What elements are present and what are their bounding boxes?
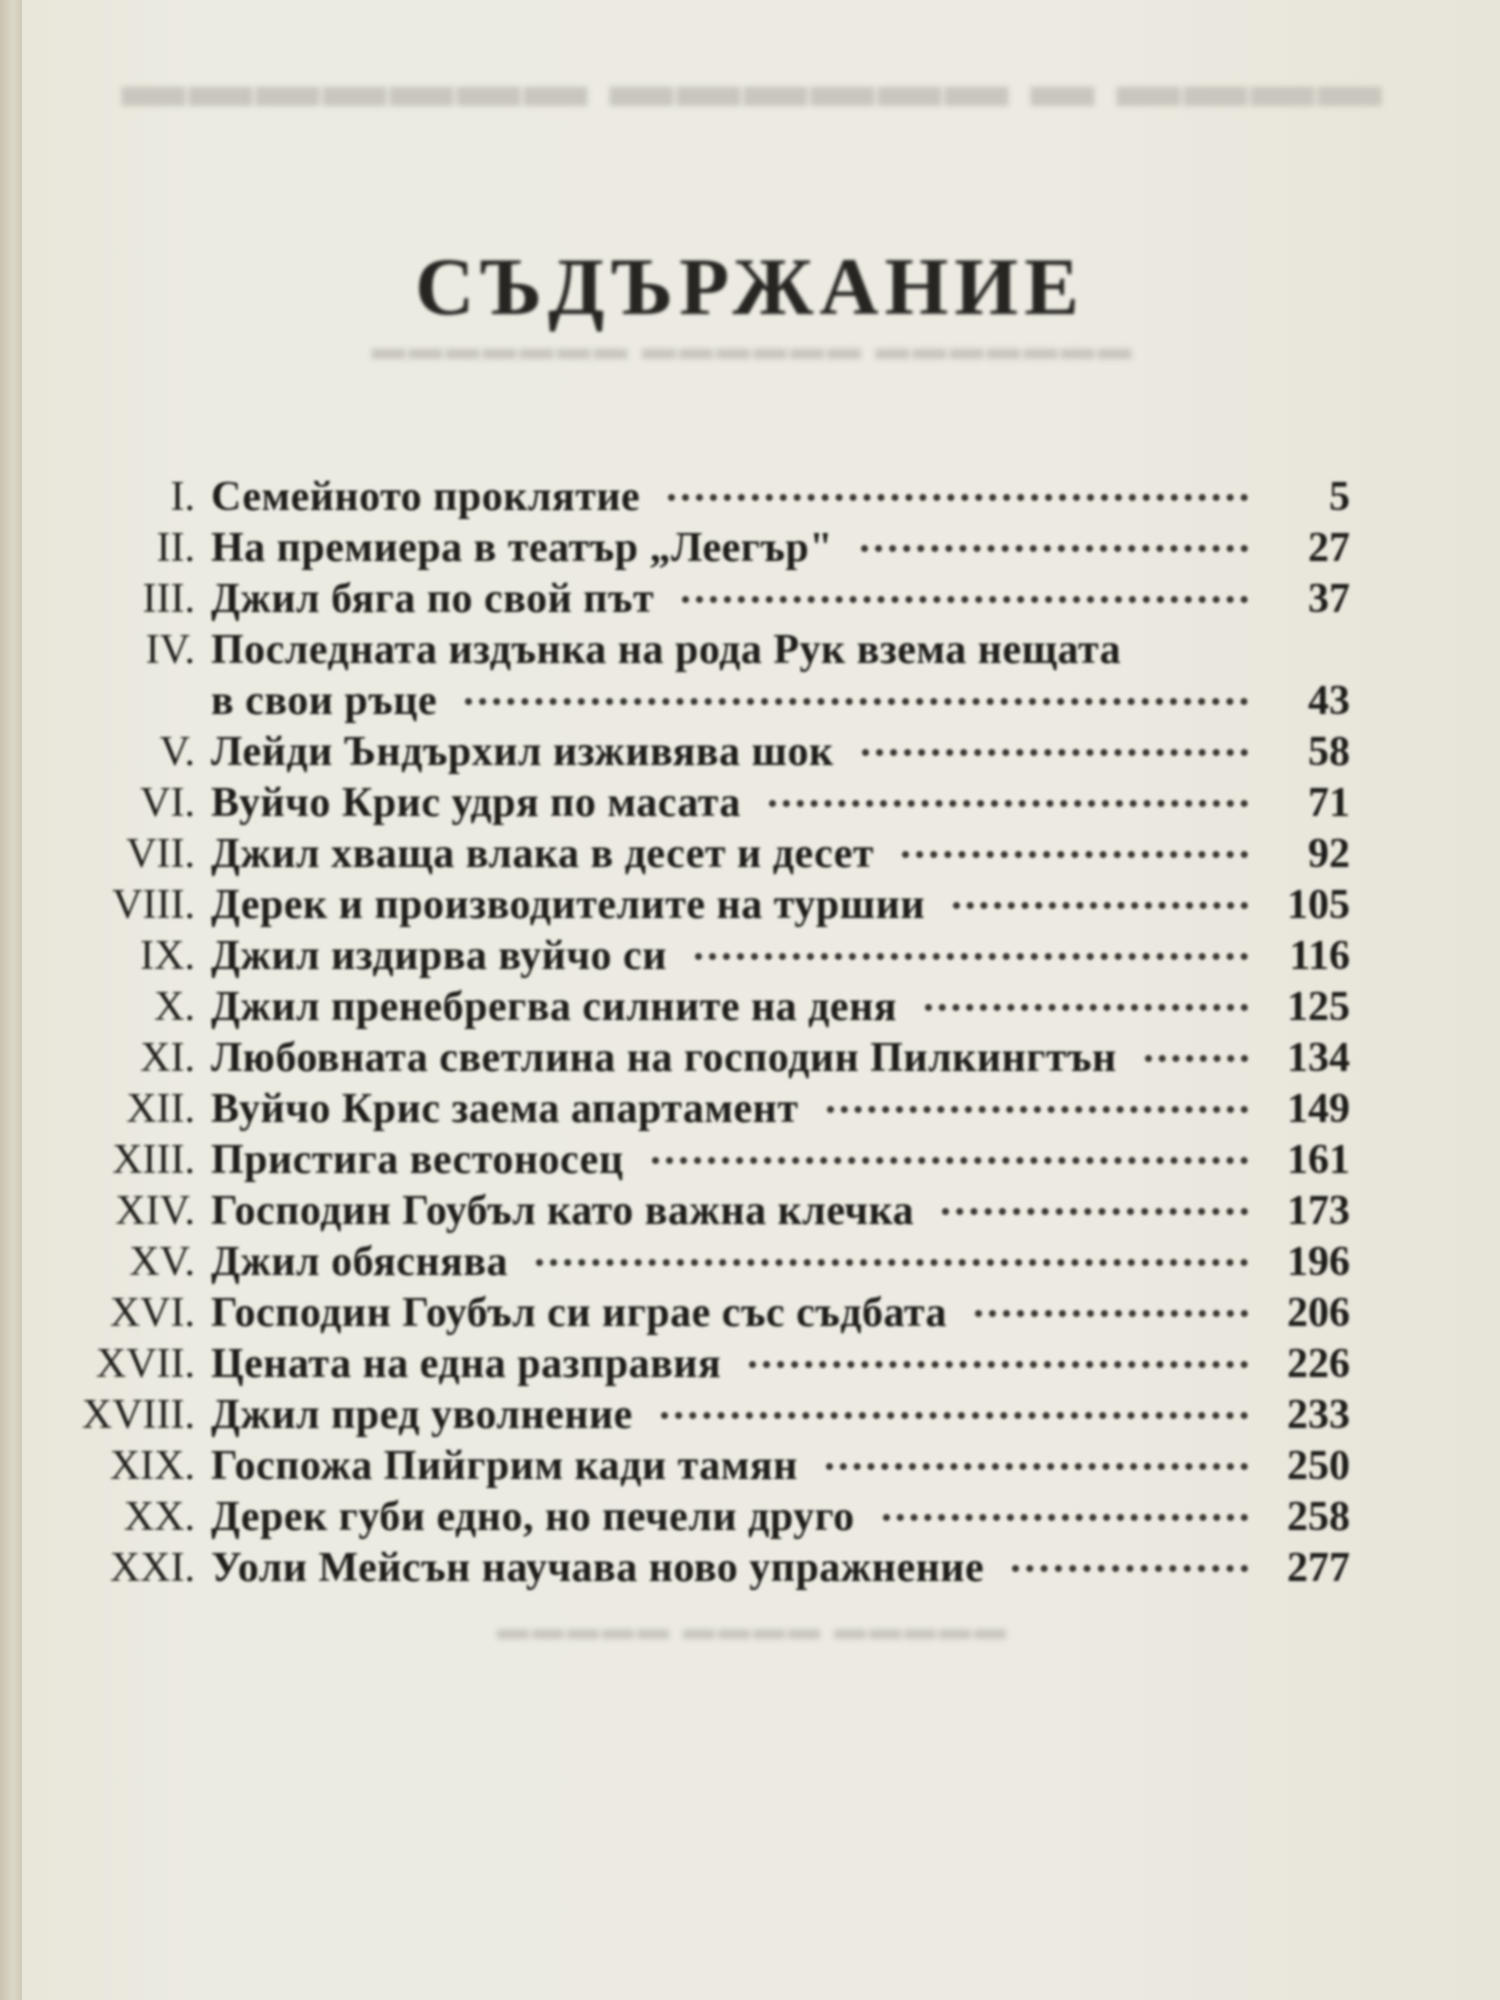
page-number: 27 xyxy=(1308,525,1350,571)
table-of-contents xyxy=(60,472,1350,1594)
dot-leader xyxy=(769,800,1248,807)
dot-leader xyxy=(1012,1565,1248,1572)
chapter-number: XVIII. xyxy=(81,1392,195,1438)
chapter-title: Джил пред уволнение xyxy=(211,1392,633,1438)
chapter-number: I. xyxy=(170,474,195,520)
page-number: 226 xyxy=(1287,1341,1350,1387)
page-number: 173 xyxy=(1287,1188,1350,1234)
bleed-through-text: ▬▬▬▬▬ ▬▬▬▬ ▬▬▬▬▬ xyxy=(494,1610,1006,1646)
chapter-title: Лейди Ъндърхил изживява шок xyxy=(211,729,834,775)
chapter-number: IX. xyxy=(140,933,195,979)
chapter-number: XVI. xyxy=(109,1290,195,1336)
dot-leader xyxy=(826,1463,1248,1470)
toc-entry xyxy=(60,1237,1350,1288)
dot-leader xyxy=(953,902,1248,909)
toc-entry xyxy=(60,727,1350,778)
dot-leader xyxy=(682,596,1248,603)
page-number: 149 xyxy=(1287,1086,1350,1132)
page-number: 37 xyxy=(1308,576,1350,622)
chapter-title: Любовната светлина на господин Пилкингтън xyxy=(211,1035,1117,1081)
page-number: 250 xyxy=(1287,1443,1350,1489)
chapter-title: Вуйчо Крис заема апартамент xyxy=(211,1086,799,1132)
page-number: 58 xyxy=(1308,729,1350,775)
toc-entry xyxy=(60,1543,1350,1594)
page-number: 92 xyxy=(1308,831,1350,877)
chapter-number: XXI. xyxy=(109,1545,195,1591)
chapter-title: Джил хваща влака в десет и десет xyxy=(211,831,875,877)
page-number: 161 xyxy=(1287,1137,1350,1183)
dot-leader xyxy=(883,1514,1248,1521)
chapter-title: Уоли Мейсън научава ново упражнение xyxy=(211,1545,985,1591)
chapter-number: XI. xyxy=(140,1035,195,1081)
page-number: 116 xyxy=(1289,933,1350,979)
toc-entry xyxy=(60,1390,1350,1441)
chapter-number: XVII. xyxy=(95,1341,195,1387)
toc-entry xyxy=(60,1186,1350,1237)
dot-leader xyxy=(861,545,1248,552)
page-number: 277 xyxy=(1287,1545,1350,1591)
chapter-number: VI. xyxy=(140,780,195,826)
dot-leader xyxy=(749,1361,1248,1368)
chapter-number: IV. xyxy=(145,627,195,673)
chapter-number: II. xyxy=(156,525,195,571)
dot-leader xyxy=(827,1106,1248,1113)
chapter-number: III. xyxy=(142,576,195,622)
toc-entry-continuation xyxy=(60,676,1350,727)
chapter-number: XX. xyxy=(123,1494,195,1540)
toc-entry xyxy=(60,1339,1350,1390)
dot-leader xyxy=(652,1157,1248,1164)
toc-entry xyxy=(60,1441,1350,1492)
chapter-title: Вуйчо Крис удря по масата xyxy=(211,780,741,826)
toc-entry xyxy=(60,1288,1350,1339)
bleed-through-text: ▬▬▬▬ ▬ ▬▬▬▬▬▬ ▬▬▬▬▬▬▬ xyxy=(118,49,1382,120)
chapter-number: VIII. xyxy=(112,882,195,928)
chapter-title: Семейното проклятие xyxy=(211,474,641,520)
page-number: 134 xyxy=(1287,1035,1350,1081)
toc-entry xyxy=(60,1033,1350,1084)
dot-leader xyxy=(1145,1055,1248,1062)
chapter-title: Дерек губи едно, но печели друго xyxy=(211,1494,855,1540)
toc-entry xyxy=(60,880,1350,931)
page-number: 43 xyxy=(1308,678,1350,724)
chapter-title: Пристига вестоносец xyxy=(211,1137,624,1183)
bleed-through-text: ▬▬▬▬▬▬▬ ▬▬▬▬▬▬ ▬▬▬▬▬▬▬ xyxy=(368,330,1132,367)
chapter-number: X. xyxy=(154,984,195,1030)
dot-leader xyxy=(925,1004,1248,1011)
toc-entry xyxy=(60,829,1350,880)
dot-leader xyxy=(975,1310,1248,1317)
page-number: 258 xyxy=(1287,1494,1350,1540)
page-number: 71 xyxy=(1308,780,1350,826)
chapter-title: Господин Гоубъл си играе със съдбата xyxy=(211,1290,947,1336)
page-number: 125 xyxy=(1287,984,1350,1030)
chapter-title: На премиера в театър „Леегър" xyxy=(211,525,834,571)
toc-entry xyxy=(60,778,1350,829)
page-number: 206 xyxy=(1287,1290,1350,1336)
toc-entry xyxy=(60,523,1350,574)
chapter-title: Джил обяснява xyxy=(211,1239,509,1285)
toc-entry xyxy=(60,931,1350,982)
chapter-title: Джил бяга по свой път xyxy=(211,576,655,622)
dot-leader xyxy=(942,1208,1248,1215)
chapter-number: XII. xyxy=(126,1086,195,1132)
dot-leader xyxy=(661,1412,1248,1419)
toc-entry xyxy=(60,1084,1350,1135)
chapter-title-continuation: в свои ръце xyxy=(211,678,438,724)
dot-leader xyxy=(536,1259,1248,1266)
chapter-title: Последната издънка на рода Рук взема нещата xyxy=(211,627,1122,673)
toc-entry xyxy=(60,1492,1350,1543)
dot-leader xyxy=(668,494,1248,501)
toc-entry xyxy=(60,982,1350,1033)
chapter-number: XIII. xyxy=(112,1137,195,1183)
chapter-number: VII. xyxy=(126,831,195,877)
dot-leader xyxy=(862,749,1248,756)
chapter-title: Цената на една разправия xyxy=(211,1341,722,1387)
chapter-number: V. xyxy=(159,729,195,775)
chapter-title: Джил издирва вуйчо си xyxy=(211,933,667,979)
page-title: СЪДЪРЖАНИЕ xyxy=(415,241,1085,332)
toc-entry xyxy=(60,625,1350,676)
chapter-title: Дерек и производителите на туршии xyxy=(211,882,926,928)
chapter-title: Джил пренебрегва силните на деня xyxy=(211,984,897,1030)
chapter-title: Госпожа Пийгрим кади тамян xyxy=(211,1443,798,1489)
toc-entry xyxy=(60,1135,1350,1186)
page-number: 196 xyxy=(1287,1239,1350,1285)
dot-leader xyxy=(465,698,1248,705)
chapter-number: XIX. xyxy=(109,1443,195,1489)
chapter-number: XIV. xyxy=(115,1188,195,1234)
toc-entry xyxy=(60,574,1350,625)
page-number: 105 xyxy=(1287,882,1350,928)
page-number: 233 xyxy=(1287,1392,1350,1438)
dot-leader xyxy=(902,851,1248,858)
chapter-title: Господин Гоубъл като важна клечка xyxy=(211,1188,915,1234)
page-number: 5 xyxy=(1329,474,1350,520)
dot-leader xyxy=(695,953,1248,960)
toc-entry xyxy=(60,472,1350,523)
chapter-number: XV. xyxy=(129,1239,195,1285)
